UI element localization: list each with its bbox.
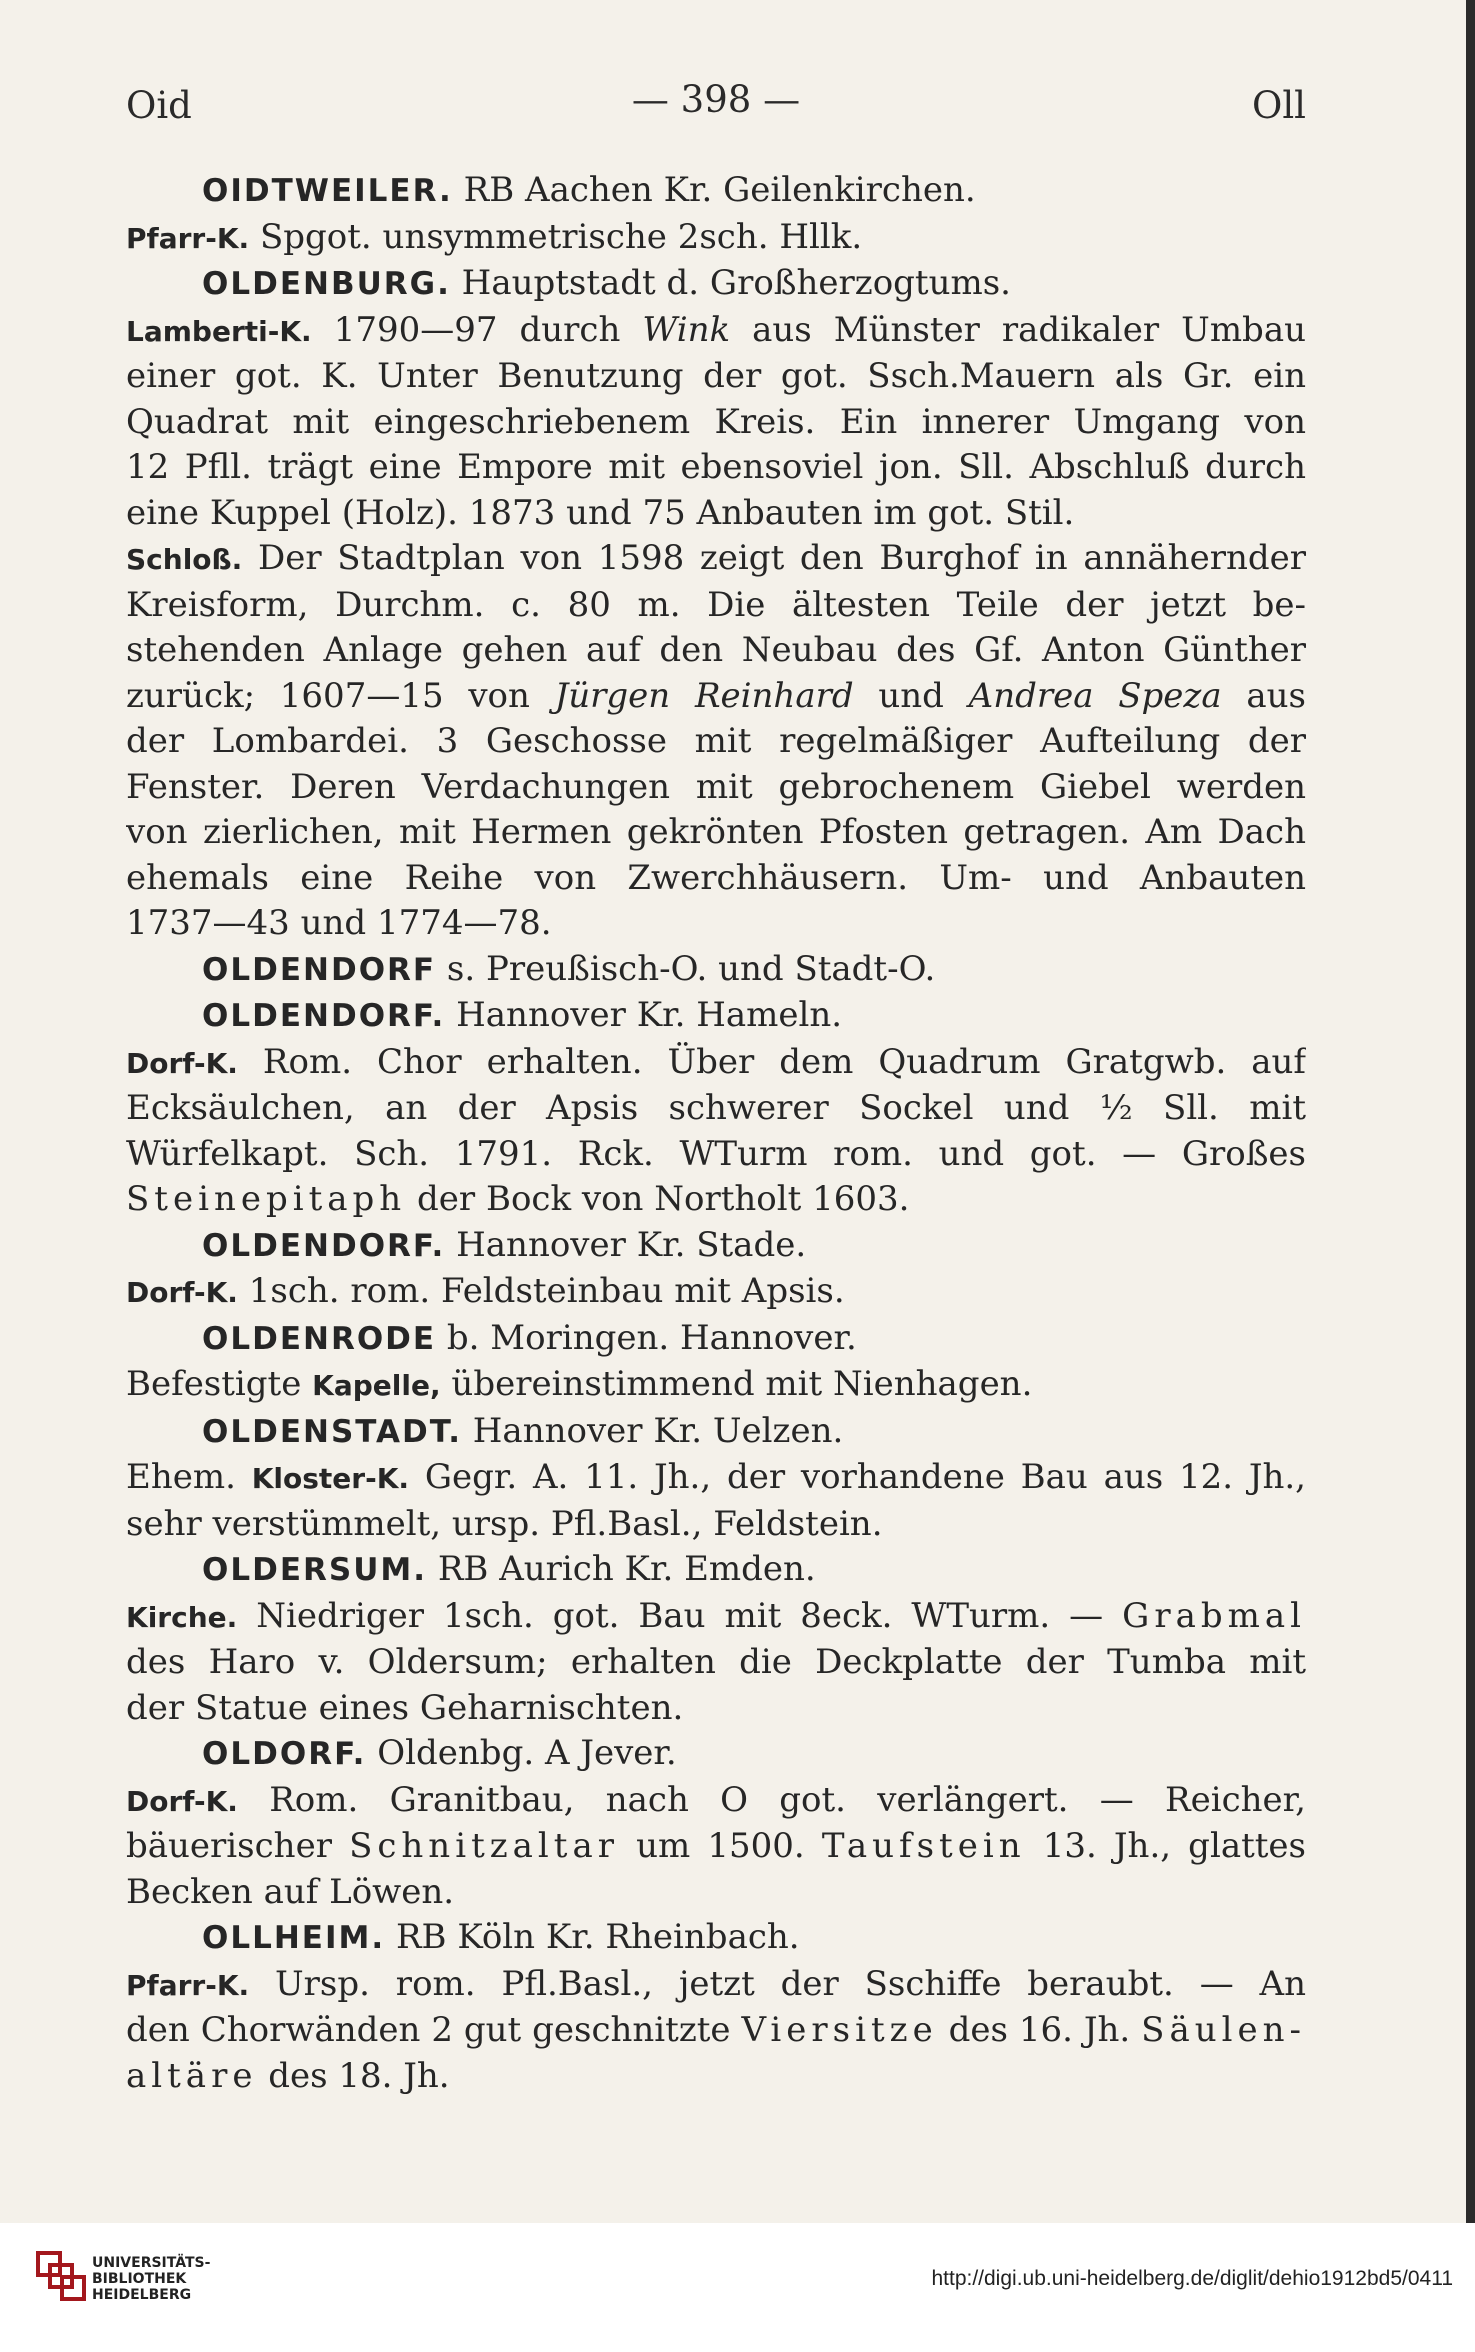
text-line — [126, 810, 1306, 856]
text-line — [126, 400, 1306, 446]
artist-name: Jürgen Reinhard — [554, 675, 854, 716]
entry-heading: OLDENRODE — [202, 1320, 437, 1357]
building-label: Lamberti-K. — [126, 314, 312, 348]
text-run: aus Münster radikaler Umbau — [730, 309, 1306, 350]
text-line — [126, 1177, 1306, 1223]
text-run: Ehem. — [126, 1457, 252, 1497]
text-run: RB Aurich Kr. Emden. — [427, 1549, 816, 1589]
spaced-term: Steinepitaph — [126, 1179, 407, 1219]
spaced-term: Taufstein — [821, 1826, 1026, 1866]
spaced-term: Viersitze — [741, 2010, 938, 2050]
building-label: Schloß. — [126, 543, 243, 576]
entry-heading: OLDENDORF. — [202, 1227, 446, 1264]
text-line — [126, 1502, 1306, 1548]
building-label: Dorf-K. — [126, 1784, 238, 1818]
text-run: 13. Jh., glattes — [1025, 1826, 1306, 1866]
building-label: Kirche. — [126, 1600, 238, 1634]
text-run: Quadrat mit eingeschriebenem Kreis. Ein innerer Umgang von — [126, 401, 1306, 442]
text-line — [126, 719, 1306, 765]
text-run: 1737—43 und 1774—78. — [126, 903, 552, 943]
text-run: von zierlichen, mit Hermen gekrönten Pfosten getragen. Am Dach — [126, 812, 1306, 852]
text-run: den Chorwänden 2 gut geschnitzte — [126, 2010, 742, 2050]
text-line — [126, 354, 1306, 400]
page-number: — 398 — — [631, 78, 801, 121]
entry-heading: OLDERSUM. — [202, 1552, 428, 1588]
text-line — [126, 308, 1306, 355]
text-line — [126, 1409, 1306, 1456]
text-line — [126, 674, 1306, 720]
text-run: aus — [1221, 675, 1306, 716]
text-run: ehemals eine Reihe von Zwerchhäusern. Um- und Anbauten — [126, 857, 1306, 898]
text-run: Hannover Kr. Stade. — [445, 1224, 807, 1265]
library-name-line: UNIVERSITÄTS- — [92, 2255, 211, 2271]
entry-heading: OLDENSTADT. — [202, 1413, 462, 1450]
entry-heading: OLDENDORF — [202, 951, 437, 988]
text-run: b. Moringen. Hannover. — [436, 1317, 857, 1358]
text-line — [126, 1269, 1306, 1316]
entry-heading: OLDORF. — [202, 1736, 367, 1772]
text-run: Hauptstadt d. Großherzogtums. — [450, 263, 1011, 303]
text-run: Becken auf Löwen. — [126, 1871, 455, 1912]
text-run: Rom. Chor erhalten. Über dem Quadrum Gratgwb. auf — [237, 1041, 1306, 1082]
text-run: stehenden Anlage gehen auf den Neubau des Gf. Anton Günther — [126, 630, 1306, 670]
text-line — [126, 1223, 1306, 1270]
text-run: 12 Pfll. trägt eine Empore mit ebensoviel jon. Sll. Abschluß durch — [126, 447, 1306, 487]
text-line — [126, 1362, 1306, 1409]
text-line — [126, 1915, 1306, 1962]
text-run: 1sch. rom. Feldsteinbau mit Apsis. — [237, 1271, 845, 1311]
text-run: Der Stadtplan von 1598 zeigt den Burghof in annähernder — [242, 538, 1306, 578]
text-run: um 1500. — [618, 1826, 822, 1866]
text-run: der Bock von Northolt 1603. — [406, 1179, 910, 1219]
text-run: Niedriger 1sch. got. Bau mit 8eck. WTurm. — — [237, 1595, 1123, 1636]
text-line — [126, 901, 1306, 947]
text-run: einer got. K. Unter Benutzung der got. Ssch.Mauern als Gr. ein — [126, 356, 1306, 396]
text-run: des 16. Jh. — [937, 2010, 1142, 2050]
building-label: Dorf-K. — [126, 1046, 238, 1080]
artist-name: Wink — [642, 309, 731, 350]
footer-bar — [0, 2223, 1475, 2352]
text-run: RB Köln Kr. Rheinbach. — [385, 1917, 800, 1957]
text-line — [126, 1870, 1306, 1916]
text-run: RB Aachen Kr. Geilenkirchen. — [452, 170, 976, 210]
page-body — [126, 168, 1306, 2099]
spaced-term: Schnitzaltar — [349, 1826, 619, 1866]
text-line — [126, 1316, 1306, 1363]
page-header — [126, 78, 1306, 134]
text-line — [126, 1778, 1306, 1825]
text-line — [126, 1686, 1306, 1732]
text-run: des 18. Jh. — [257, 2055, 450, 2096]
building-label: Pfarr-K. — [126, 1968, 250, 2002]
header-left-guideword: Oid — [126, 84, 192, 127]
text-line — [126, 1040, 1306, 1087]
text-run: Würfelkapt. Sch. 1791. Rck. WTurm rom. und got. — Großes — [126, 1133, 1306, 1174]
text-line — [126, 2054, 1306, 2100]
text-line — [126, 1824, 1306, 1870]
text-line — [126, 1547, 1306, 1594]
building-label: Dorf-K. — [126, 1276, 238, 1309]
text-line — [126, 856, 1306, 902]
text-run: der Lombardei. 3 Geschosse mit regelmäßiger Aufteilung der — [126, 721, 1306, 761]
building-label: Kloster-K. — [251, 1462, 410, 1495]
text-line — [126, 261, 1306, 308]
text-line — [126, 628, 1306, 674]
text-run: übereinstimmend mit Nienhagen. — [440, 1364, 1033, 1404]
text-run: und — [853, 675, 969, 716]
text-run: eine Kuppel (Holz). 1873 und 75 Anbauten im got. Stil. — [126, 492, 1075, 533]
text-line — [126, 993, 1306, 1040]
text-line — [126, 168, 1306, 215]
text-run: 1790—97 durch — [311, 309, 643, 350]
text-line — [126, 1086, 1306, 1132]
text-run: der Statue eines Geharnischten. — [126, 1687, 684, 1728]
library-name — [92, 2255, 210, 2303]
spaced-term: altäre — [126, 2055, 258, 2096]
spaced-term: Säulen- — [1141, 2010, 1306, 2050]
library-name-line: BIBLIOTHEK — [92, 2271, 187, 2287]
entry-heading: OLDENDORF. — [202, 998, 446, 1034]
building-label: Pfarr-K. — [126, 221, 250, 255]
text-run: Ecksäulchen, an der Apsis schwerer Sockel und ½ Sll. mit — [126, 1088, 1306, 1128]
text-run: Spgot. unsymmetrische 2sch. Hllk. — [249, 216, 863, 257]
text-line — [126, 765, 1306, 811]
text-line — [126, 215, 1306, 262]
text-run: Gegr. A. 11. Jh., der vorhandene Bau aus 12. Jh., — [409, 1457, 1306, 1497]
text-run: sehr verstümmelt, ursp. Pfl.Basl., Feldstein. — [126, 1503, 883, 1544]
text-line — [126, 536, 1306, 583]
text-line — [126, 1731, 1306, 1778]
library-logo-icon — [36, 2251, 86, 2307]
text-line — [126, 1132, 1306, 1178]
text-run: Fenster. Deren Verdachungen mit gebrochenem Giebel werden — [126, 766, 1306, 807]
text-line — [126, 491, 1306, 537]
entry-heading: OIDTWEILER. — [202, 173, 453, 209]
entry-heading: OLDENBURG. — [202, 266, 451, 302]
text-run: zurück; 1607—15 von — [126, 675, 555, 716]
page-edge — [1466, 0, 1475, 2223]
text-line — [126, 947, 1306, 994]
library-name-line: HEIDELBERG — [92, 2287, 192, 2303]
source-url-link[interactable]: http://digi.ub.uni-heidelberg.de/diglit/dehio1912bd5/0411 — [931, 2267, 1453, 2290]
text-line — [126, 583, 1306, 629]
text-run: bäuerischer — [126, 1826, 350, 1866]
building-label: Kapelle, — [312, 1369, 441, 1402]
spaced-term: Grabmal — [1122, 1595, 1306, 1636]
entry-heading: OLLHEIM. — [202, 1920, 386, 1956]
text-run: Ursp. rom. Pfl.Basl., jetzt der Sschiffe beraubt. — An — [249, 1963, 1306, 2004]
text-line — [126, 1594, 1306, 1641]
text-run: Oldenbg. A Jever. — [366, 1733, 677, 1773]
text-run: des Haro v. Oldersum; erhalten die Deckplatte der Tumba mit — [126, 1642, 1306, 1682]
header-right-guideword: Oll — [1251, 84, 1306, 127]
text-line — [126, 1962, 1306, 2009]
text-line — [126, 1455, 1306, 1502]
text-line — [126, 2008, 1306, 2054]
text-line — [126, 445, 1306, 491]
artist-name: Andrea Speza — [968, 675, 1222, 716]
text-run: Hannover Kr. Hameln. — [445, 995, 843, 1035]
text-run: Hannover Kr. Uelzen. — [461, 1410, 844, 1451]
text-line — [126, 1640, 1306, 1686]
text-run: s. Preußisch-O. und Stadt-O. — [436, 948, 936, 989]
text-run: Rom. Granitbau, nach O got. verlängert. — Reicher, — [237, 1779, 1306, 1820]
text-run: Befestigte — [126, 1364, 313, 1404]
text-run: Kreisform, Durchm. c. 80 m. Die ältesten Teile der jetzt be- — [126, 584, 1306, 625]
